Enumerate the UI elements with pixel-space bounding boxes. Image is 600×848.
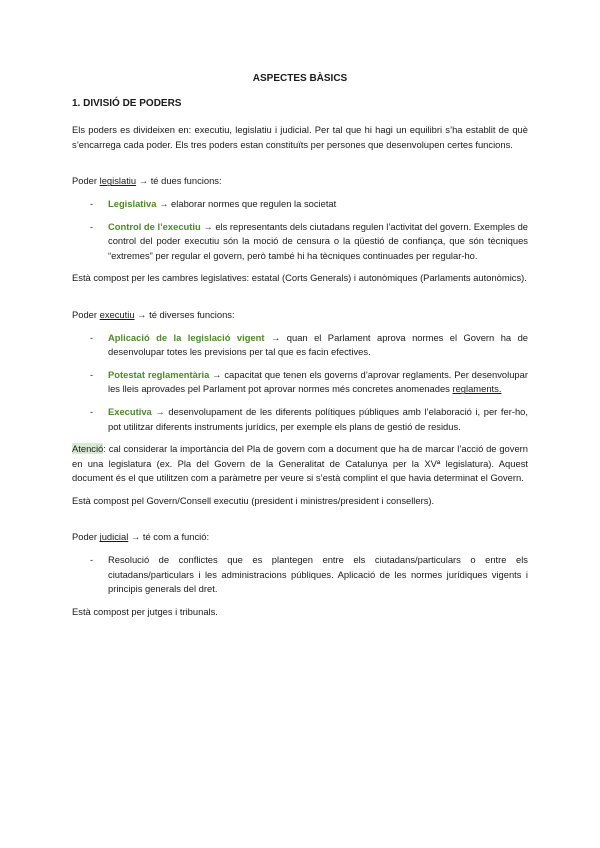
attention-text: : cal considerar la importància del Pla de govern com a document que ha de marcar l’acció de govern en una legislatura (ex. Pla del Govern de la Generalitat de Catalunya per la XVª legislatura). Aquest document és el que utilitzen com a paràmetre per veure si s’està complint el que havia determinat el Govern.: [72, 443, 528, 484]
list-item: [72, 553, 528, 597]
item-text: → quan el Parlament aprova normes el Govern ha de desenvolupar totes les previsions per tal que es facin efectives.: [108, 331, 528, 358]
judicial-composition: Està compost per jutges i tribunals.: [72, 605, 218, 617]
item-text: → capacitat que tenen els governs d’aprovar reglaments. Per desenvolupar les lleis aprovades pel Parlament pot aprovar normes més concretes anomenades: [108, 368, 528, 395]
legislatiu-word: legislatiu: [99, 175, 137, 187]
intro-paragraph: Els poders es divideixen en: executiu, legislatiu i judicial. Per tal que hi hagi un equilibri s’ha establit de què s’encarrega cada poder. Els tres poders estan constituïts per persones que desenvolupen certes funcions.: [72, 124, 528, 150]
judicial-word: judicial: [99, 531, 129, 543]
list-item: [72, 368, 528, 397]
list-dash: -: [90, 220, 94, 232]
attention-label: Atenció: [72, 443, 104, 455]
document-page: [72, 72, 528, 619]
heading-prefix: Poder: [72, 175, 100, 187]
list-item: [72, 197, 528, 212]
executiu-heading: [72, 308, 528, 323]
item-term: Control de l’executiu: [108, 220, 201, 232]
section-heading: 1. DIVISIÓ DE PODERS: [72, 97, 182, 109]
heading-suffix: → té dues funcions:: [136, 175, 222, 187]
list-item: [72, 331, 528, 360]
list-item: [72, 405, 528, 434]
heading-suffix: → té diverses funcions:: [134, 308, 235, 320]
attention-paragraph: [72, 442, 528, 486]
item-text: → elaborar normes que regulen la societat: [156, 197, 337, 209]
list-dash: -: [90, 331, 94, 343]
item-term: Legislativa: [108, 197, 157, 209]
item-term: Potestat reglamentària: [108, 368, 210, 380]
list-dash: -: [90, 368, 94, 380]
item-text: → desenvolupament de les diferents polítiques públiques amb l’elaboració i, per fer-ho, pot utilitzar diferents instruments jurídics, per exemple els plans de gestió de residus.: [108, 405, 528, 432]
item-underlined: reglaments.: [452, 383, 502, 395]
heading-prefix: Poder: [72, 308, 100, 320]
item-term: Executiva: [108, 405, 152, 417]
list-dash: -: [90, 197, 94, 209]
heading-prefix: Poder: [72, 531, 100, 543]
executiu-composition: Està compost pel Govern/Consell executiu (president i ministres/president i consellers).: [72, 494, 435, 506]
judicial-heading: [72, 530, 528, 545]
item-text: → els representants dels ciutadans regulen l’activitat del govern. Exemples de control del poder executiu són la moció de censura o la qüestió de confiança, que són tècniques “extremes” per regular el govern, però també hi ha tècniques continuades per regular-ho.: [108, 220, 528, 261]
item-text: Resolució de conflictes que es plantegen entre els ciutadans/particulars o entre els ciutadans/particulars i les administracions públiques. Aplicació de les normes jurídiques vigents i principis generals del dret.: [108, 554, 528, 595]
legislatiu-composition: Està compost per les cambres legislatives: estatal (Corts Generals) i autonòmiques (Parlaments autonòmics).: [72, 272, 527, 284]
executiu-word: executiu: [99, 308, 135, 320]
list-item: [72, 220, 528, 264]
legislatiu-heading: [72, 174, 528, 189]
document-title: ASPECTES BÀSICS: [252, 73, 348, 84]
item-term: Aplicació de la legislació vigent: [108, 331, 265, 343]
list-dash: -: [90, 554, 94, 566]
heading-suffix: → té com a funció:: [128, 531, 210, 543]
list-dash: -: [90, 405, 94, 417]
